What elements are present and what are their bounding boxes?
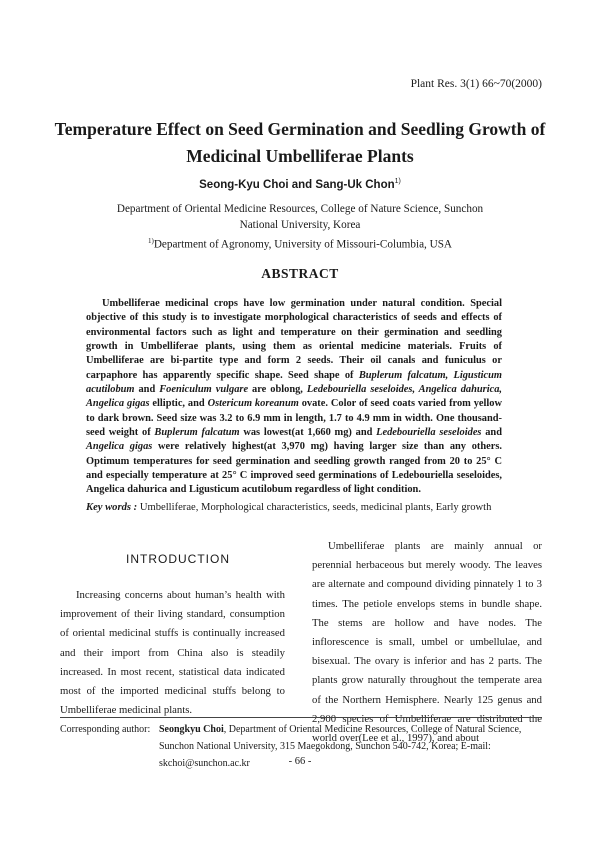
species-name: Foeniculum vulgare [159, 384, 249, 396]
affiliation-mark: 1) [147, 237, 154, 245]
abstract-text: was lowest(at 1,660 mg) and [239, 427, 377, 439]
abstract-paragraph [86, 297, 502, 498]
author-names: Seong-Kyu Choi and Sang-Uk Chon [199, 178, 395, 191]
abstract-text: and [481, 427, 502, 439]
paper-title-line-2: Medicinal Umbelliferae Plants [186, 146, 414, 166]
keywords-line [86, 502, 516, 513]
paper-title-line-1: Temperature Effect on Seed Germination and Seedling Growth of [54, 119, 546, 139]
abstract-text: and [134, 384, 160, 396]
species-name: Buplerum falcatum [154, 427, 240, 439]
affiliation-line-3 [0, 233, 600, 253]
author-line [0, 178, 600, 191]
species-name: Ledebouriella seseloides, Angelica dahurica, Angelica gigas [86, 384, 503, 410]
abstract-text: were relatively highest(at 3,970 mg) having larger size than any others. Optimum temperatures for seed germination and seedling growth ranged from 20 to 25° C and especially temperature at 25° C improved seed germinations of Ledebouriella seseloides, Angelica dahurica and Ligusticum acutilobum regardless of light condition. [86, 441, 502, 496]
introduction-heading: INTRODUCTION [126, 552, 230, 566]
abstract-text: Umbelliferae medicinal crops have low germination under natural condition. Special objective of this study is to investigate morphological characteristics of seeds and effects of environmental factors such as light and temperature on their germination and seedling growth in Umbelliferae plants, using them as oriental medicine materials. Fruits of Umbelliferae are bi-partite type and form 2 seeds. Their oil canals and funiculus or carpaphore has apparently specific shape. Seed shape of [86, 298, 502, 381]
keywords-label: Key words : [86, 502, 138, 513]
intro-paragraph-left: Increasing concerns about human’s health with improvement of their living standard, consumption of oriental medicinal stuffs is continually increased and their import from China also is steadily increased. In most recent, statistical data indicated most of the imported medicinal stuffs belong to Umbelliferae medicinal plants. [60, 589, 285, 717]
abstract-text: elliptic, and [149, 398, 208, 410]
abstract-heading: ABSTRACT [261, 266, 339, 281]
page-number: - 66 - [288, 756, 312, 767]
author-affiliation-mark: 1) [394, 178, 401, 185]
left-column [60, 586, 285, 720]
keywords-text: Umbelliferae, Morphological characteristics, seeds, medicinal plants, Early growth [137, 502, 492, 513]
intro-paragraph-right: Umbelliferae plants are mainly annual or perennial herbaceous but merely woody. The leaves are alternate and compound dividing pinnately 1 to 3 times. The petiole envelops stems in bundle shape. The stems are hollow and have nodes. The inflorescence is small, umbel or umbellulae, and bisexual. The ovary is inferior and has 2 parts. The plants grow naturally throughout the temperate area of the Northern Hemisphere. Nearly 125 genus and 2,900 species of Umbelliferae are distributed the world over(Lee et al., 1997), and about [312, 540, 542, 745]
species-name: Buplerum falcatum, Ligusticum acutilobum [86, 369, 502, 396]
species-name: Angelica gigas [86, 441, 153, 453]
species-name: Ostericum koreanum [207, 398, 299, 410]
species-name: Ledebouriella seseloides [376, 427, 482, 439]
corresponding-author-name: Seongkyu Choi [159, 724, 224, 735]
journal-reference: Plant Res. 3(1) 66~70(2000) [410, 78, 542, 90]
footnote-label: Corresponding author: [60, 724, 151, 735]
abstract-text: ovate. Color of seed coats varied from yellow to dark brown. Seed size was 3.2 to 6.9 mm in length, 1.7 to 4.9 mm in width. One thousand-seed weight of [86, 398, 502, 439]
abstract-text: are oblong, [248, 384, 307, 396]
abstract-body [86, 297, 502, 498]
affiliation-line-1: Department of Oriental Medicine Resources, College of Nature Science, Sunchon [116, 203, 484, 215]
affiliation-3-text: Department of Agronomy, University of Missouri-Columbia, USA [153, 238, 453, 251]
footnote-divider [60, 717, 542, 718]
affiliation-line-2: National University, Korea [239, 219, 361, 231]
corresponding-author-details: , Department of Oriental Medicine Resources, College of Natural Science, Sunchon National University, 315 Maegokdong, Sunchon 540-742, Korea; E-mail: skchoi@sunchon.ac.kr [159, 724, 522, 769]
